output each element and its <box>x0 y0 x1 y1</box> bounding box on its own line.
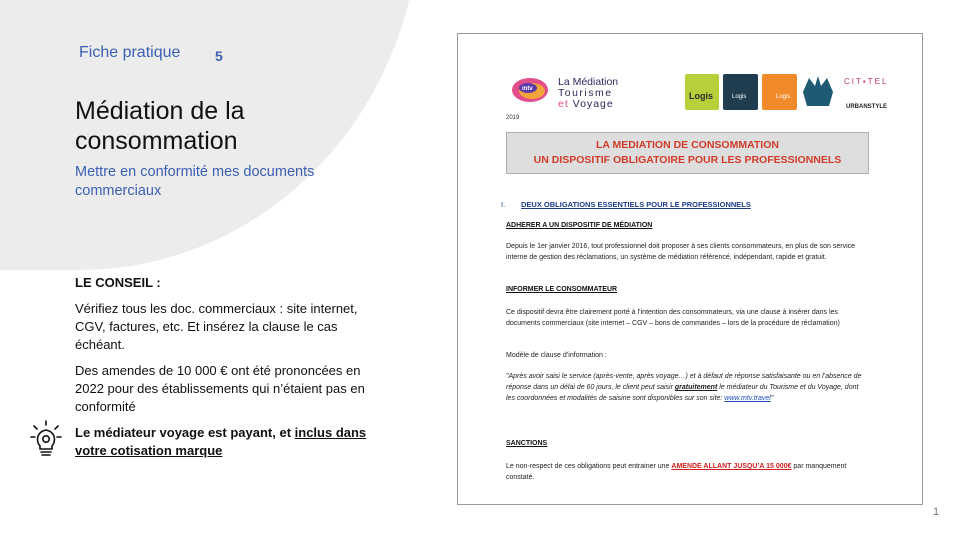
logis-logo <box>685 74 719 110</box>
kicker-number: 5 <box>215 48 223 64</box>
quote-bold: gratuitement <box>674 384 718 391</box>
paragraph-modele: Modèle de clause d’information : <box>506 352 607 359</box>
auberge-logis-logo <box>762 74 797 110</box>
advice-paragraph-1: Vérifiez tous les doc. commerciaux : site internet, CGV, factures, etc. Et insérez la clause le cas échéant. <box>75 301 358 352</box>
heading-informer: INFORMER LE CONSOMMATEUR <box>506 286 618 293</box>
heading-adherer: ADHERER A UN DISPOSITIF DE MÉDIATION <box>506 222 653 229</box>
advice-p3-text: Le médiateur voyage est payant, et <box>75 425 295 440</box>
mtv-logo-icon <box>510 76 550 104</box>
banner-line-1: LA MEDIATION DE CONSOMMATION <box>596 139 779 151</box>
mtv-link[interactable]: www.mtv.travel <box>724 395 771 402</box>
mtv-line-3 <box>558 99 618 110</box>
citotel-logo: CIT▪TEL <box>844 77 889 86</box>
document-year: 2019 <box>506 115 520 121</box>
auberge-logo-text: Logis <box>776 94 791 100</box>
mtv-voyage: Voyage <box>568 98 614 110</box>
quote-part-b: le médiateur du Tourisme et du Voyage, dont les coordonnées et modalités de saisine sont disponibles sur son site: <box>506 384 859 402</box>
sanctions-amount: AMENDE ALLANT JUSQU’A 15 000€ <box>671 463 792 470</box>
page-title: Médiation de la consommation <box>75 97 245 155</box>
quote-end: " <box>770 395 774 402</box>
page-subtitle: Mettre en conformité mes documents commerciaux <box>75 164 315 199</box>
sanctions-text-start: Le non-respect de ces obligations peut entrainer une <box>506 463 672 470</box>
advice-block <box>75 274 370 468</box>
mtv-line-2: Tourisme <box>558 87 613 99</box>
urbanstyle-logo: URBANSTYLE <box>846 104 888 110</box>
document-banner <box>506 132 869 174</box>
section-title: DEUX OBLIGATIONS ESSENTIELS POUR LE PROFESSIONNELS <box>521 200 751 209</box>
banner-line-2: UN DISPOSITIF OBLIGATOIRE POUR LES PROFESSIONNELS <box>533 154 842 166</box>
cite-logis-logo <box>723 74 758 110</box>
section-number: I. <box>501 200 506 209</box>
lightbulb-gear-icon <box>30 420 62 458</box>
kicker-label: Fiche pratique <box>79 44 181 61</box>
quote-part-a: "Après avoir saisi le service (après-vente, après voyage…) et à défaut de réponse satisfaisante ou en l’absence de réponse dans un délai de 60 jours, le client peut saisir <box>506 373 862 391</box>
cite-logo-text: Logis <box>732 94 747 100</box>
mtv-wordmark <box>558 77 618 110</box>
logis-logo-text: Logis <box>689 91 713 101</box>
mtv-et: et <box>558 98 569 110</box>
page-number: 1 <box>933 506 940 518</box>
paragraph-adherer: Depuis le 1er janvier 2016, tout professionnel doit proposer à ses clients consommateurs, en plus de son service interne de gestion des réclamations, un système de médiation référencé, indépendant, rapide et gratuit. <box>506 243 856 261</box>
chateaux-demeures-logo-icon <box>801 72 835 112</box>
section-heading <box>501 200 751 209</box>
advice-paragraph-3 <box>75 424 370 460</box>
paragraph-sanctions <box>506 461 869 483</box>
svg-text:mtv: mtv <box>522 86 533 92</box>
clause-quote <box>506 371 869 404</box>
paragraph-informer: Ce dispositif devra être clairement porté à l’intention des consommateurs, via une clause à insérer dans les documents commerciaux (site internet – CGV – bons de commandes – lors de la procédure de réclamation) <box>506 309 840 327</box>
mtv-line-1: La Médiation <box>558 76 619 88</box>
advice-paragraph-2: Des amendes de 10 000 € ont été prononcées en 2022 pour des établissements qui n’étaient pas en conformité <box>75 363 365 414</box>
sanctions-text-end: par manquement constaté. <box>506 463 847 481</box>
heading-sanctions: SANCTIONS <box>506 440 548 447</box>
advice-p3-underlined: inclus dans votre cotisation marque <box>75 425 367 458</box>
embedded-document <box>457 33 923 505</box>
advice-heading: LE CONSEIL : <box>75 275 161 290</box>
